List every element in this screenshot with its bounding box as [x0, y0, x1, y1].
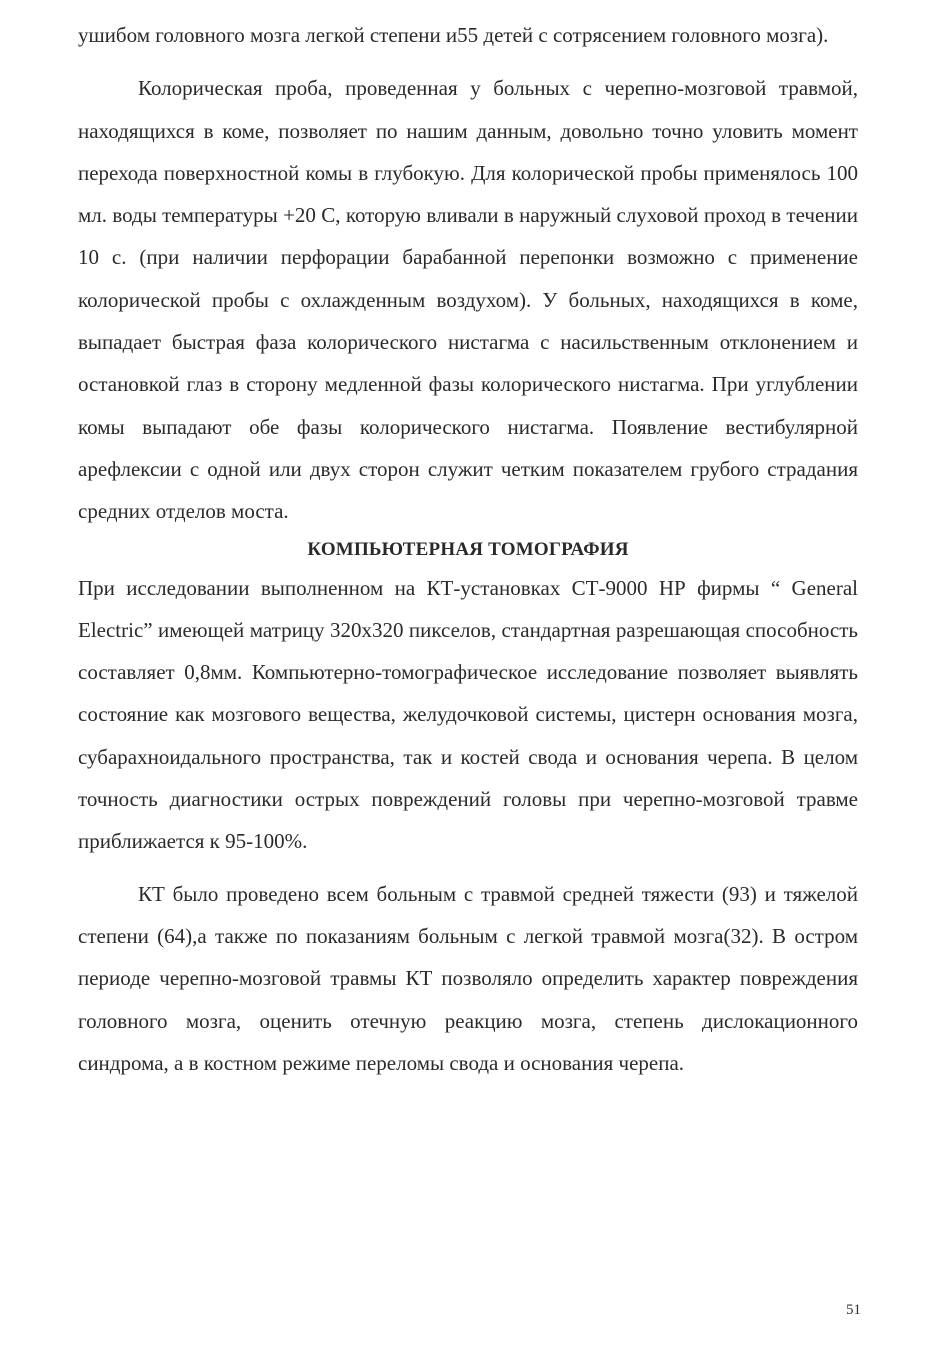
paragraph-ct-results: КТ было проведено всем больным с травмой средней тяжести (93) и тяжелой степени (64),а также по показаниям больным с легкой травмой мозга(32). В остром периоде черепно-мозговой травмы КТ позволяло определить характер повреждения головного мозга, оценить отечную реакцию мозга, степень дислокационного синдрома, а в костном режиме переломы свода и основания черепа. — [78, 881, 858, 1075]
paragraph-ct-method: При исследовании выполненном на КТ-установках СТ-9000 НР фирмы “ General Electric” имеющей матрицу 320х320 пикселов, стандартная разрешающая способность составляет 0,8мм. Компьютерно-томографическое исследование позволяет выявлять состояние как мозгового вещества, желудочковой системы, цистерн основания мозга, субарахноидального пространства, так и костей свода и основания черепа. В целом точность диагностики острых повреждений головы при черепно-мозговой травме приближается к 95-100%. — [78, 575, 858, 854]
paragraph-caloric-test: Колорическая проба, проведенная у больных с черепно-мозговой травмой, находящихся в коме, позволяет по нашим данным, довольно точно уловить момент перехода поверхностной комы в глубокую. Для колорической пробы применялось 100 мл. воды температуры +20 С, которую вливали в наружный слуховой проход в течении 10 с. (при наличии перфорации барабанной перепонки возможно с применение колорической пробы с охлажденным воздухом). У больных, находящихся в коме, выпадает быстрая фаза колорического нистагма с насильственным отклонением и остановкой глаз в сторону медленной фазы колорического нистагма. При углублении комы выпадают обе фазы колорического нистагма. Появление вестибулярной арефлексии с одной или двух сторон служит четким показателем грубого страдания средних отделов моста. — [78, 76, 858, 524]
paragraph-continuation: ушибом головного мозга легкой степени и55 детей с сотрясением головного мозга). — [78, 23, 829, 47]
page-content — [78, 14, 858, 1084]
page-number: 51 — [846, 1302, 861, 1318]
section-heading: КОМПЬЮТЕРНАЯ ТОМОГРАФИЯ — [307, 538, 629, 560]
